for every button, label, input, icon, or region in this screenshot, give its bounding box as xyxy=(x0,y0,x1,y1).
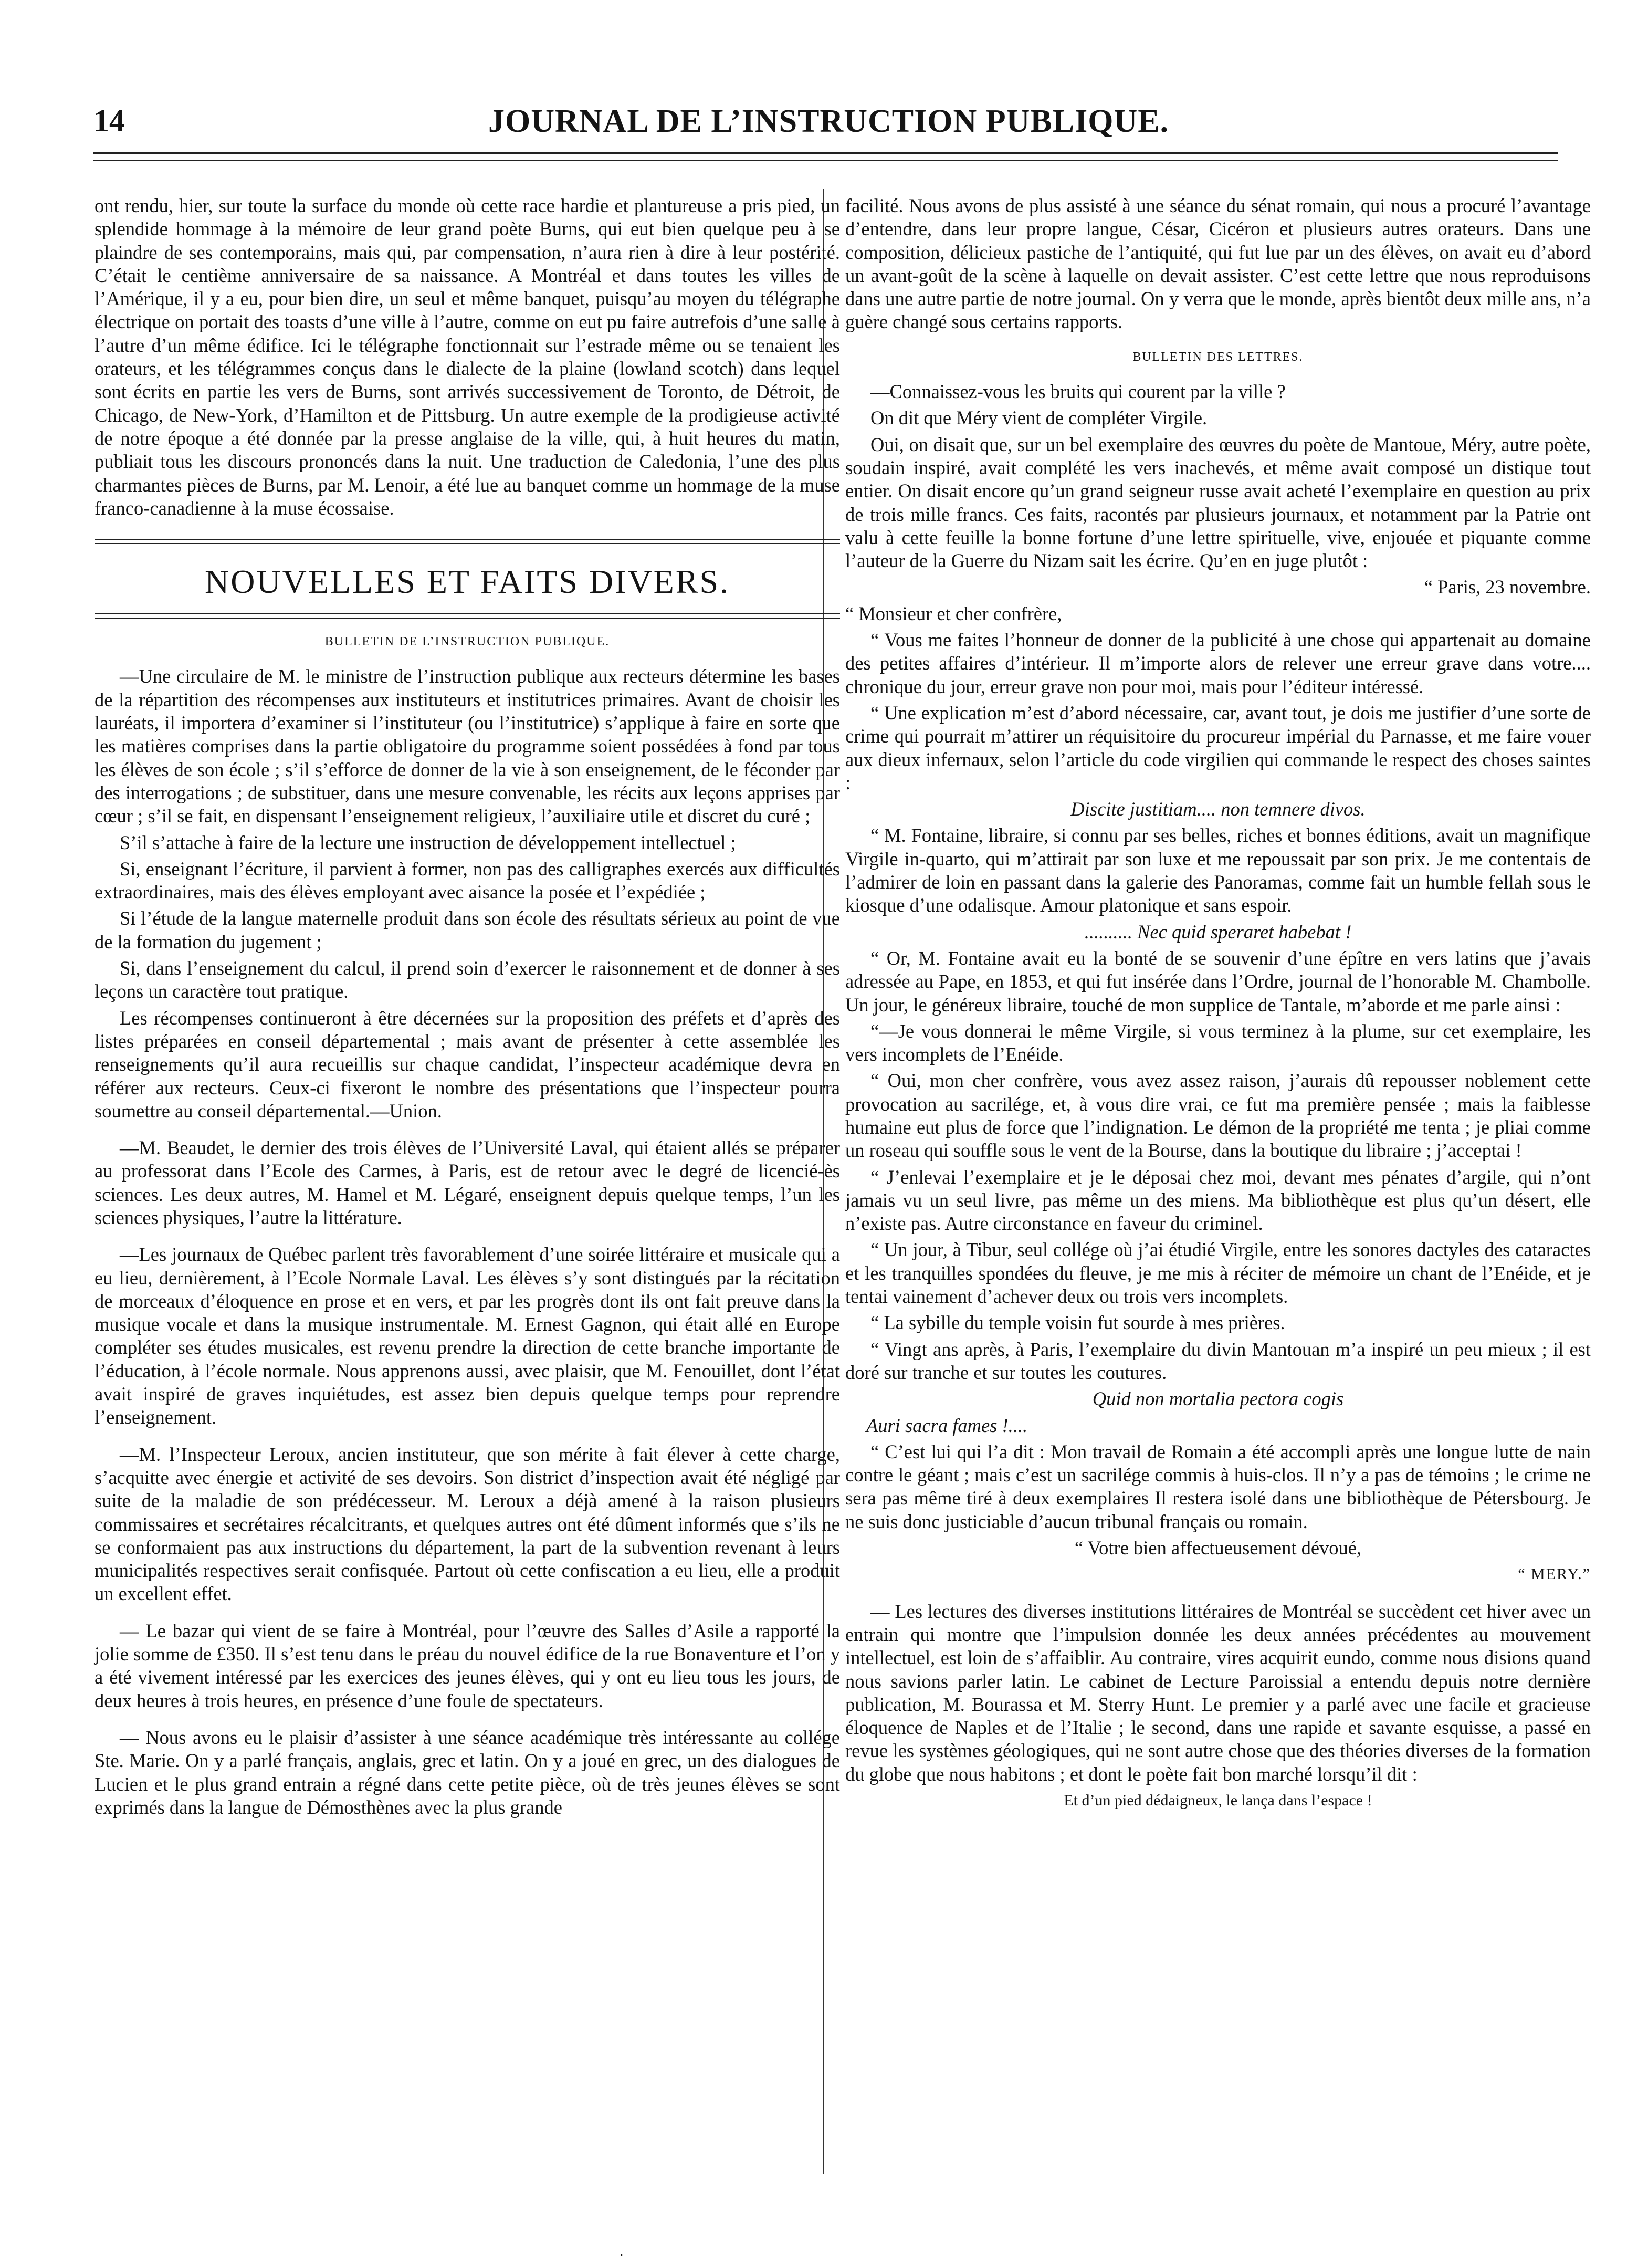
news-paragraph: Si, enseignant l’écriture, il parvient à former, non pas des calligraphes exercés aux difficultés extraordinaires, mais des élèves employant avec aisance la posée et l’expédiée ; xyxy=(95,858,840,903)
news-paragraph: —Les journaux de Québec parlent très favorablement d’une soirée littéraire et musicale qui a eu lieu, dernièrement, à l’Ecole Normale Laval. Les élèves s’y sont distingués par la récitation de morceaux d’éloquence en prose et en vers, et par les progrès dont ils ont fait preuve dans la musique vocale et dans la musique instrumentale. M. Ernest Gagnon, qui était allé en Europe compléter ses études musicales, est revenu prendre la direction de cette branche importante de l’éducation, à l’école normale. Nous apprenons aussi, avec plaisir, que M. Fenouillet, dont l’état avait inspiré de graves inquiétudes, est assez bien depuis quelque temps pour reprendre l’enseignement. xyxy=(95,1243,840,1428)
latin-quote: Discite justitiam.... non temnere divos. xyxy=(1070,798,1366,820)
letter-paragraph: “ Une explication m’est d’abord nécessaire, car, avant tout, je dois me justifier d’une sorte de crime qui pourrait m’attirer un réquisitoire du procureur impérial du Parnasse, et me faire vouer aux dieux infernaux, selon l’article du code virgilien qui commande le respect des choses saintes : xyxy=(845,702,1591,793)
latin-quote: .......... Nec quid speraret habebat ! xyxy=(1084,921,1352,943)
journal-title: JOURNAL DE L’INSTRUCTION PUBLIQUE. xyxy=(488,103,1169,139)
news-paragraph: Si, dans l’enseignement du calcul, il prend soin d’exercer le raisonnement et de donner à ses leçons un caractère tout pratique. xyxy=(95,957,840,1002)
news-paragraph: Les récompenses continueront à être décernées sur la proposition des préfets et d’après des listes préparées en conseil départemental ; mais avant de présenter à cette assemblée les renseignements qu’il aura recueillis sur chaque candidat, l’inspecteur académique devra en référer aux recteurs. Ceux-ci fixeront le nombre des présentations que l’inspecteur pourra soumettre au conseil départemental.—Union. xyxy=(95,1007,840,1122)
footer-mark: . xyxy=(620,2242,624,2260)
letter-paragraph: “—Je vous donnerai le même Virgile, si vous terminez à la plume, sur cet exemplaire, les vers incomplets de l’Enéide. xyxy=(845,1020,1591,1065)
letter-paragraph: “ J’enlevai l’exemplaire et je le déposai chez moi, devant mes pénates d’argile, qui n’ont jamais vu un seul livre, pas même un des miens. Ma bibliothèque est plus qu’un désert, elle n’existe pas. Autre circonstance en faveur du criminel. xyxy=(845,1166,1591,1235)
college-paragraph: facilité. Nous avons de plus assisté à une séance du sénat romain, qui nous a procuré l’avantage d’entendre, dans leur propre langue, César, Cicéron et plusieurs autres orateurs. Dans une composition, délicieux pastiche de l’antiquité, qui fut lue par un des élèves, on avait eu d’abord un avant-goût de la scène à laquelle on devait assister. C’est cette lettre que nous reproduisons dans une autre partie de notre journal. On y verra que le monde, après bientôt deux mille ans, n’a guère changé sous certains rapports. xyxy=(845,195,1591,333)
lectures-paragraph: — Les lectures des diverses institutions littéraires de Montréal se succèdent cet hiver avec un entrain qui montre que l’impulsion donnée les deux années précédentes au mouvement intellectuel, est loin de s’affaiblir. Au contraire, vires acquirit eundo, comme nous disions quand nous savions parler latin. Le cabinet de Lecture Paroissial a entendu depuis notre dernière publication, M. Bourassa et M. Sterry Hunt. Le premier y a parlé avec une facile et gracieuse éloquence de Naples et de l’Italie ; le second, dans une rapide et savante esquisse, a passé en revue les systèmes géologiques, qui ne sont autre chose que des théories diverses de la formation du globe que nous habitons ; et dont le poète fait bon marché lorsqu’il dit : xyxy=(845,1600,1591,1785)
letter-paragraph: “ Or, M. Fontaine avait eu la bonté de se souvenir d’une épître en vers latins que j’avais adressée au Pape, en 1853, et qui fut insérée dans l’Ordre, journal de l’honorable M. Chambolle. Un jour, le généreux libraire, touché de mon supplice de Tantale, m’aborde et me parle ainsi : xyxy=(845,947,1591,1016)
left-column xyxy=(95,194,840,1822)
news-paragraph: —Une circulaire de M. le ministre de l’instruction publique aux recteurs détermine les bases de la répartition des récompenses aux instituteurs et institutrices primaires. Avant de choisir les lauréats, il importera d’examiner si l’instituteur (ou l’institutrice) s’applique à faire en sorte que les matières comprises dans la partie obligatoire du programme soient possédées à fond par tous les élèves de son école ; s’il s’efforce de donner de la vie à son enseignement, de le féconder par des interrogations ; de substituer, dans une mesure convenable, les récits aux leçons apprises par cœur ; s’il se fait, en dispensant l’enseignement religieux, l’auxiliaire utile et discret du curé ; xyxy=(95,665,840,827)
letter-date: “ Paris, 23 novembre. xyxy=(1424,576,1591,598)
closing-verse: Et d’un pied dédaigneux, le lança dans l’espace ! xyxy=(1064,1792,1372,1809)
news-paragraph: —M. l’Inspecteur Leroux, ancien instituteur, que son mérite à fait élever à cette charge, s’acquitte avec énergie et activité de ses devoirs. Son district d’inspection avait été négligé par suite de la maladie de son prédécesseur. M. Leroux a déjà amené à la raison plusieurs commissaires et secrétaires récalcitrants, et quelques autres ont été dûment informés que s’ils ne se conformaient pas aux instructions du département, la part de la subvention revenant à leurs municipalités respectives serait confisquée. Partout où cette confiscation a eu lieu, elle a produit un excellent effet. xyxy=(95,1443,840,1605)
letter-paragraph: “ M. Fontaine, libraire, si connu par ses belles, riches et bonnes éditions, avait un magnifique Virgile in-quarto, qui m’attirait par son luxe et me repoussait par son prix. Je me contentais de l’admirer de loin en passant dans la galerie des Panoramas, comme fait un humble fellah sous le kiosque d’une odalisque. Amour platonique et sans espoir. xyxy=(845,824,1591,916)
burns-paragraph: ont rendu, hier, sur toute la surface du monde où cette race hardie et plantureuse a pris pied, un splendide hommage à la mémoire de leur grand poète Burns, qui eut bien quelque peu à se plaindre de ses contemporains, mais qui, par compensation, n’aura rien à dire à leur postérité. C’était le centième anniversaire de sa naissance. A Montréal et dans toutes les villes de l’Amérique, il y a eu, pour bien dire, un seul et même banquet, puisqu’au moyen du télégraphe électrique on portait des toasts d’une ville à l’autre, comme on eut pu faire autrefois d’une salle à l’autre d’un même édifice. Ici le télégraphe fonctionnait sur l’estrade même ou se tenaient les orateurs, et les télégrammes conçus dans le dialecte de la plaine (lowland scotch) dans lequel sont écrits en partie les vers de Burns, sont arrivés successivement de Toronto, de Détroit, de Chicago, de New-York, d’Hamilton et de Pittsburg. Un autre exemple de la prodigieuse activité de notre époque a été donnée par la presse anglaise de la ville, qui, à huit heures du matin, publiait tous les discours prononcés dans la nuit. Une traduction de Caledonia, l’une des plus charmantes pièces de Burns, par M. Lenoir, a été lue au banquet comme un hommage de la muse franco-canadienne à la muse écossaise. xyxy=(95,195,840,519)
bulletin-instruction-heading: BULLETIN DE L’INSTRUCTION PUBLIQUE. xyxy=(324,635,610,649)
letters-question: —Connaissez-vous les bruits qui courent par la ville ? xyxy=(870,381,1286,403)
letters-answer: On dit que Méry vient de compléter Virgile. xyxy=(870,407,1208,429)
header-rule-bottom xyxy=(93,160,1558,161)
bulletin-lettres-heading: BULLETIN DES LETTRES. xyxy=(1132,350,1304,364)
letter-salutation: “ Monsieur et cher confrère, xyxy=(845,602,1062,624)
news-paragraph: Si l’étude de la langue maternelle produit dans son école des résultats sérieux au point de vue de la formation du jugement ; xyxy=(95,907,840,953)
header-rule-top xyxy=(93,152,1558,154)
news-paragraph: — Le bazar qui vient de se faire à Montréal, pour l’œuvre des Salles d’Asile a rapporté la jolie somme de £350. Il s’est tenu dans le préau du nouvel édifice de la rue Bonaventure et l’on y a été vivement intéressé par les exercices des jeunes élèves, qui y ont eu lieu tous les jours, de deux heures à trois heures, en présence d’une foule de spectateurs. xyxy=(95,1619,840,1711)
section-divider xyxy=(95,539,840,544)
letter-paragraph: “ Vous me faites l’honneur de donner de la publicité à une chose qui appartenait au domaine des petites affaires d’intérieur. Il m’importe alors de relever une erreur grave dans votre.... chronique du jour, erreur grave non pour moi, mais pour l’éditeur intéressé. xyxy=(845,629,1591,697)
letter-paragraph: “ La sybille du temple voisin fut sourde à mes prières. xyxy=(870,1312,1285,1334)
letter-paragraph: “ Oui, mon cher confrère, vous avez assez raison, j’aurais dû repousser noblement cette provocation au sacrilége, et, à vous dire vrai, ce fut ma première pensée ; mais la faiblesse humaine eut plus de force que l’indignation. Le démon de la propriété me tenta ; je pliai comme un roseau qui souffle sous le vent de la Bourse, dans la boutique du libraire ; j’acceptai ! xyxy=(845,1070,1591,1162)
latin-quote: Quid non mortalia pectora cogis xyxy=(1092,1388,1344,1410)
news-paragraph: —M. Beaudet, le dernier des trois élèves de l’Université Laval, qui étaient allés se préparer au professorat dans l’Ecole des Carmes, à Paris, est de retour avec le degré de licencié-ès sciences. Les deux autres, M. Hamel et M. Légaré, enseignent depuis quelque temps, l’un les sciences physiques, l’autre la littérature. xyxy=(95,1137,840,1228)
news-paragraph: S’il s’attache à faire de la lecture une instruction de développement intellectuel ; xyxy=(120,831,736,853)
letter-paragraph: “ Vingt ans après, à Paris, l’exemplaire du divin Mantouan m’a inspiré un peu mieux ; il est doré sur tranche et sur toutes les coutures. xyxy=(845,1338,1591,1383)
latin-quote: Auri sacra fames !.... xyxy=(866,1414,1028,1436)
news-paragraph: — Nous avons eu le plaisir d’assister à une séance académique très intéressante au collége Ste. Marie. On y a parlé français, anglais, grec et latin. On y a joué en grec, un des dialogues de Lucien et le plus grand entrain a régné dans cette petite pièce, où de très jeunes élèves se sont exprimés dans la langue de Démosthènes avec la plus grande xyxy=(95,1726,840,1818)
letter-signature: “ MERY.” xyxy=(1518,1565,1591,1583)
page-number: 14 xyxy=(93,103,125,138)
right-column xyxy=(845,194,1591,1815)
letter-paragraph: “ C’est lui qui l’a dit : Mon travail de Romain a été accompli après une longue lutte de nain contre le géant ; mais c’est un sacrilége commis à huis-clos. Il n’y a pas de témoins ; le crime ne sera pas même tiré à deux exemplaires Il restera isolé dans une bibliothèque de Pétersbourg. Je ne suis donc justiciable d’aucun tribunal français ou romain. xyxy=(845,1440,1591,1532)
letter-paragraph: “ Un jour, à Tibur, seul collége où j’ai étudié Virgile, entre les sonores dactyles des cataractes et les tranquilles spondées du fleuve, je me mis à réciter de mémoire un chant de l’Enéide, et je tentai vainement d’achever deux ou trois vers incomplets. xyxy=(845,1239,1591,1308)
section-divider-bottom xyxy=(95,613,840,619)
letters-paragraph: Oui, on disait que, sur un bel exemplaire des œuvres du poète de Mantoue, Méry, autre poète, soudain inspiré, avait complété les vers inachevés, et même avait composé un distique tout entier. On disait encore qu’un grand seigneur russe avait acheté l’exemplaire en question au prix de trois mille francs. Ces faits, racontés par plusieurs journaux, et notamment par la Patrie ont valu à cette feuille la bonne fortune d’une lettre spirituelle, vive, enjouée et piquante comme l’auteur de la Guerre du Nizam sait les écrire. Qu’en en juge plutôt : xyxy=(845,433,1591,572)
letter-closing: “ Votre bien affectueusement dévoué, xyxy=(1074,1537,1362,1559)
section-heading: NOUVELLES ET FAITS DIVERS. xyxy=(204,563,730,601)
